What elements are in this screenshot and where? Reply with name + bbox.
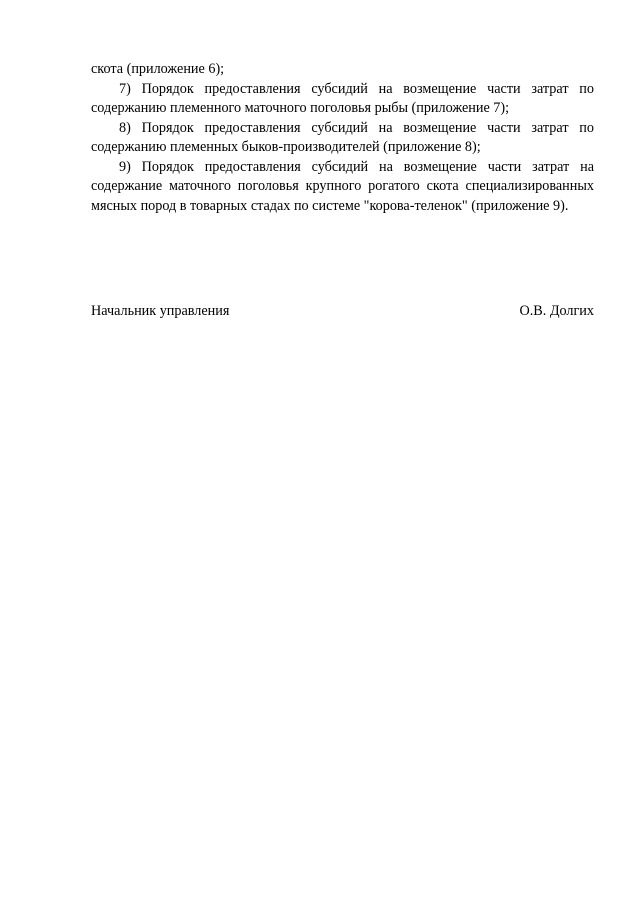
body-text [91, 60, 594, 216]
paragraph-item-8: 8) Порядок предоставления субсидий на возмещение части затрат по содержанию племенных быков-производителей (приложение 8); [91, 119, 594, 155]
paragraph-item-6-continuation: скота (приложение 6); [91, 61, 225, 77]
signature-block [91, 302, 594, 322]
signatory-name: О.В. Долгих [519, 303, 594, 319]
signatory-position: Начальник управления [91, 303, 230, 319]
paragraph-item-7: 7) Порядок предоставления субсидий на возмещение части затрат по содержанию племенного маточного поголовья рыбы (приложение 7); [91, 80, 594, 116]
paragraph-item-9: 9) Порядок предоставления субсидий на возмещение части затрат на содержание маточного поголовья крупного рогатого скота специализированных мясных пород в товарных стадах по системе "корова-теленок" (приложение 9). [91, 158, 594, 214]
